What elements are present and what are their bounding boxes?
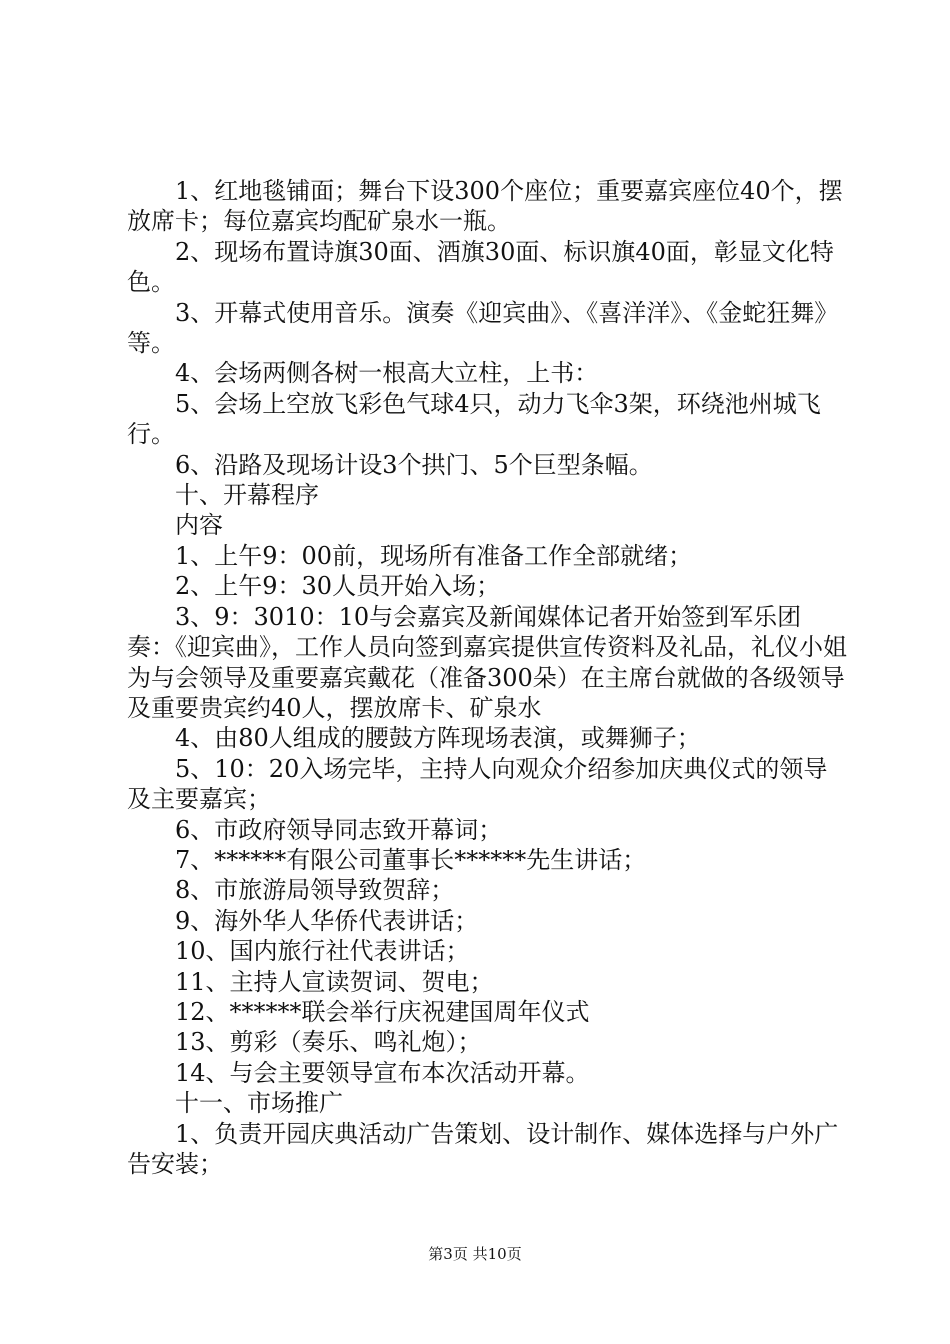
- document-body: [127, 176, 847, 1179]
- paragraph-item-5: 5、会场上空放飞彩色气球4只，动力飞伞3架，环绕池州城飞行。: [127, 389, 821, 449]
- page-footer: 第3页 共10页: [428, 1245, 522, 1263]
- program-step-9: 9、海外华人华侨代表讲话；: [175, 906, 479, 935]
- program-step-7: 7、******有限公司董事长******先生讲话；: [175, 845, 647, 874]
- program-step-14: 14、与会主要领导宣布本次活动开幕。: [175, 1058, 590, 1087]
- paragraph-item-2: 2、现场布置诗旗30面、酒旗30面、标识旗40面，彰显文化特色。: [127, 237, 834, 297]
- program-step-8: 8、市旅游局领导致贺辞；: [175, 876, 455, 905]
- program-step-10: 10、国内旅行社代表讲话；: [175, 937, 470, 966]
- program-step-13: 13、剪彩（奏乐、鸣礼炮）；: [175, 1028, 482, 1057]
- program-step-12: 12、******联会举行庆祝建国周年仪式: [175, 997, 590, 1026]
- section-heading-11: 十一、市场推广: [175, 1089, 343, 1118]
- promotion-item-1: 1、负责开园庆典活动广告策划、设计制作、媒体选择与户外广告安装；: [127, 1119, 839, 1178]
- paragraph-content-label: 内容: [175, 511, 223, 540]
- paragraph-item-4: 4、会场两侧各树一根高大立柱，上书：: [175, 359, 599, 388]
- program-step-2: 2、上午9：30人员开始入场；: [175, 572, 501, 601]
- program-step-3: 3、9：3010：10与会嘉宾及新闻媒体记者开始签到军乐团奏：《迎宾曲》，工作人员向签到嘉宾提供宣传资料及礼品，礼仪小姐为与会领导及重要嘉宾戴花（准备300朵）在主席台就做的各级领导及重要贵宾约40人，摆放席卡、矿泉水: [127, 602, 847, 722]
- section-heading-10: 十、开幕程序: [175, 481, 319, 510]
- paragraph-item-3: 3、开幕式使用音乐。演奏《迎宾曲》、《喜洋洋》、《金蛇狂舞》等。: [127, 298, 839, 358]
- program-step-1: 1、上午9：00前，现场所有准备工作全部就绪；: [175, 541, 693, 570]
- paragraph-item-1: 1、红地毯铺面；舞台下设300个座位；重要嘉宾座位40个，摆放席卡；每位嘉宾均配矿泉水一瓶。: [127, 177, 843, 236]
- program-step-5: 5、10：20入场完毕，主持人向观众介绍参加庆典仪式的领导及主要嘉宾；: [127, 754, 828, 814]
- program-step-11: 11、主持人宣读贺词、贺电；: [175, 967, 494, 996]
- program-step-4: 4、由80人组成的腰鼓方阵现场表演，或舞狮子；: [175, 724, 701, 753]
- paragraph-item-6: 6、沿路及现场计设3个拱门、5个巨型条幅。: [175, 450, 653, 479]
- program-step-6: 6、市政府领导同志致开幕词；: [175, 815, 503, 844]
